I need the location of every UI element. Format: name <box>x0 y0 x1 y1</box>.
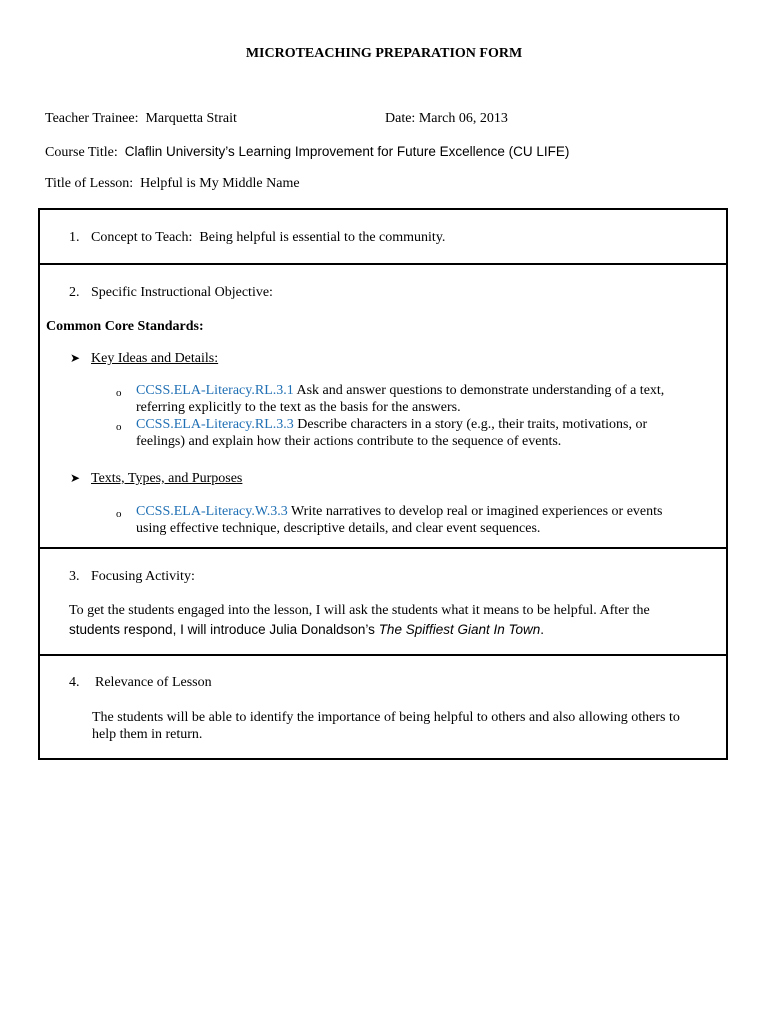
circle-bullet-icon: o <box>116 421 122 433</box>
section-instructional-objective <box>40 263 726 549</box>
standard-line-1 <box>136 382 724 399</box>
concept-line <box>91 229 445 246</box>
standard-line-2: feelings) and explain how their actions contribute to the sequence of events. <box>136 434 562 449</box>
focusing-text: students respond, I will introduce Julia Donaldson’s <box>69 622 379 637</box>
focusing-paragraph <box>69 602 724 638</box>
course-title-value: Claflin University’s Learning Improvement for Future Excellence (CU LIFE) <box>124 144 570 159</box>
standard-line-1 <box>136 503 724 520</box>
focusing-text-end: . <box>540 622 545 637</box>
section-number: 4. <box>69 675 80 690</box>
concept-value: Being helpful is essential to the community. <box>199 230 446 245</box>
standard-line-2: referring explicitly to the text as the basis for the answers. <box>136 400 461 415</box>
relevance-line-2: help them in return. <box>92 727 203 742</box>
standard-item-rl-3-1 <box>136 382 724 416</box>
section-number: 2. <box>69 285 80 300</box>
teacher-trainee-value: Marquetta Strait <box>145 111 237 126</box>
standards-heading: Common Core Standards: <box>46 319 204 334</box>
key-ideas-heading: Key Ideas and Details: <box>91 351 219 366</box>
course-title-line <box>45 143 569 161</box>
date-value: March 06, 2013 <box>418 111 508 126</box>
focusing-line-2 <box>69 621 724 638</box>
standard-item-rl-3-3 <box>136 416 724 450</box>
course-title-label: Course Title: <box>45 145 118 160</box>
focusing-label: Focusing Activity: <box>91 569 195 584</box>
date-line <box>385 110 508 127</box>
preparation-form-table <box>38 208 728 760</box>
concept-label: Concept to Teach: <box>91 230 193 245</box>
form-title: MICROTEACHING PREPARATION FORM <box>245 46 523 61</box>
section-number: 3. <box>69 569 80 584</box>
standard-text: Ask and answer questions to demonstrate understanding of a text, <box>296 383 665 398</box>
section-focusing-activity <box>40 547 726 656</box>
standard-line-1 <box>136 416 724 433</box>
standard-text: Write narratives to develop real or imagined experiences or events <box>291 504 663 519</box>
circle-bullet-icon: o <box>116 387 122 399</box>
book-title: The Spiffiest Giant In Town <box>378 622 541 637</box>
relevance-line-1: The students will be able to identify the importance of being helpful to others and also allowing others to <box>92 710 680 725</box>
standard-text: Describe characters in a story (e.g., their traits, motivations, or <box>297 417 648 432</box>
focusing-line-1: To get the students engaged into the lesson, I will ask the students what it means to be helpful. After the <box>69 603 650 618</box>
standard-item-w-3-3 <box>136 503 724 537</box>
arrow-bullet-icon: ➤ <box>70 351 81 365</box>
teacher-trainee-line <box>45 110 237 127</box>
arrow-bullet-icon: ➤ <box>70 471 81 485</box>
standard-line-2: using effective technique, descriptive details, and clear event sequences. <box>136 521 541 536</box>
standard-code-link[interactable]: CCSS.ELA-Literacy.W.3.3 <box>136 504 288 519</box>
texts-types-heading: Texts, Types, and Purposes <box>91 471 243 486</box>
standard-code-link[interactable]: CCSS.ELA-Literacy.RL.3.1 <box>136 383 294 398</box>
lesson-title-label: Title of Lesson: <box>45 176 134 191</box>
lesson-title-line <box>45 175 300 192</box>
section-concept-to-teach <box>40 210 726 265</box>
circle-bullet-icon: o <box>116 508 122 520</box>
section-number: 1. <box>69 230 80 245</box>
section-relevance-of-lesson <box>40 654 726 758</box>
relevance-label: Relevance of Lesson <box>95 675 212 690</box>
teacher-trainee-label: Teacher Trainee: <box>45 111 139 126</box>
lesson-title-value: Helpful is My Middle Name <box>140 176 300 191</box>
date-label: Date: <box>385 111 416 126</box>
objective-label: Specific Instructional Objective: <box>91 285 273 300</box>
relevance-paragraph <box>92 709 724 743</box>
standard-code-link[interactable]: CCSS.ELA-Literacy.RL.3.3 <box>136 417 294 432</box>
